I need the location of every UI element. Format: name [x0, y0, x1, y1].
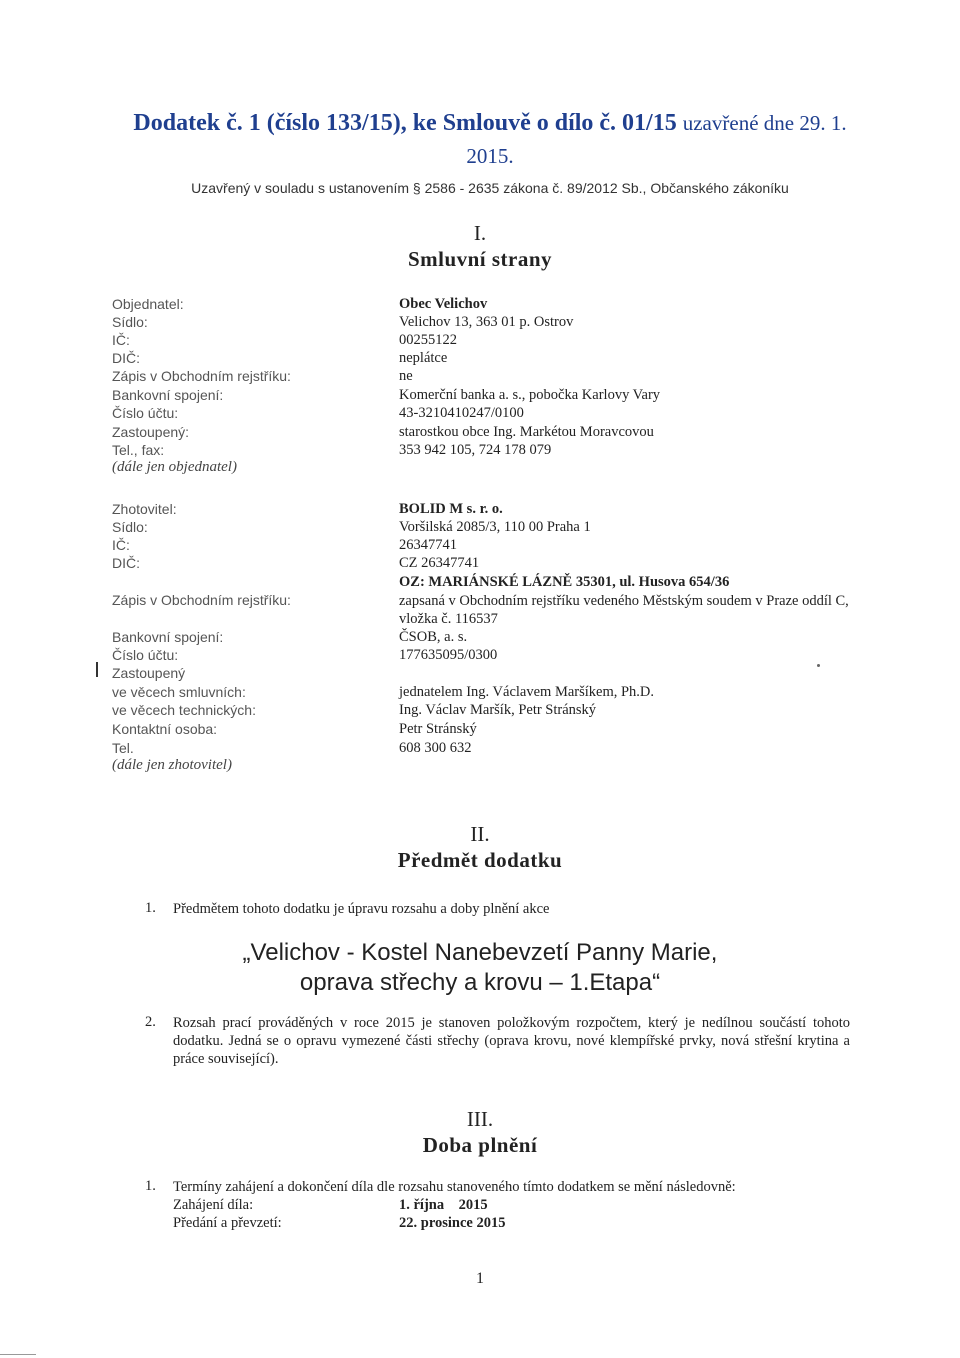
label-zhotovitel: Zhotovitel: [112, 501, 177, 517]
label-banka: Bankovní spojení: [112, 387, 224, 403]
label-z-banka: Bankovní spojení: [112, 629, 224, 645]
zhotovitel-banka: ČSOB, a. s. [399, 629, 468, 645]
label-z-ucet: Číslo účtu: [112, 647, 179, 663]
label-z-tel: Tel. [112, 740, 134, 756]
label-dic: DIČ: [112, 350, 140, 366]
label-z-zapis: Zápis v Obchodním rejstříku: [112, 592, 291, 608]
label-z-kontakt: Kontaktní osoba: [112, 721, 218, 737]
footer-line [0, 1354, 36, 1355]
section-2-item-2: Rozsah prací prováděných v roce 2015 je stanoven položkovým rozpočtem, který je nedílnou součástí tohoto dodatku. Jedná se o opravu vymezené části střechy (oprava krovu, nové klempířské prvky, nová střešní krytina a práce související). [173, 1015, 850, 1067]
label-z-sidlo: Sídlo: [112, 519, 148, 535]
label-ic: IČ: [112, 332, 130, 348]
objednatel-dic: neplátce [399, 350, 448, 366]
zhotovitel-name: BOLID M s. r. o. [399, 501, 503, 517]
zhotovitel-technicke: Ing. Václav Maršík, Petr Stránský [399, 702, 597, 718]
objednatel-zastoupeny: starostkou obce Ing. Markétou Moravcovou [399, 424, 654, 440]
zhotovitel-kontakt: Petr Stránský [399, 721, 477, 737]
label-zastoupeny: Zastoupený: [112, 424, 190, 440]
start-value: 1. října 2015 [399, 1197, 488, 1213]
handover-value: 22. prosince 2015 [399, 1215, 506, 1231]
zhotovitel-zapis: zapsaná v Obchodním rejstříku vedeného Městským soudem v Praze oddíl C, vložka č. 116537 [399, 593, 849, 627]
project-name-line-1: „Velichov - Kostel Nanebevzetí Panny Marie, [242, 939, 718, 966]
objednatel-ic: 00255122 [399, 332, 457, 348]
label-z-zastoupeny: Zastoupený [112, 665, 186, 681]
title-date: uzavřené dne 29. 1. [682, 111, 847, 135]
label-ucet: Číslo účtu: [112, 405, 179, 421]
margin-mark [96, 662, 98, 677]
label-z-smluvni: ve věcech smluvních: [112, 684, 246, 700]
zhotovitel-smluvni: jednatelem Ing. Václavem Maršíkem, Ph.D. [399, 684, 655, 700]
label-tel: Tel., fax: [112, 442, 165, 458]
zhotovitel-sidlo: Voršilská 2085/3, 110 00 Praha 1 [399, 519, 591, 535]
section-2-item-1: Předmětem tohoto dodatku je úpravu rozsahu a doby plnění akce [173, 901, 550, 917]
document-subtitle: Uzavřený v souladu s ustanovením § 2586 - 2635 zákona č. 89/2012 Sb., Občanského zákoníku [191, 180, 789, 196]
objednatel-sidlo: Velichov 13, 363 01 p. Ostrov [399, 314, 574, 330]
section-3-item-1: Termíny zahájení a dokončení díla dle rozsahu stanoveného tímto dodatkem se mění následovně: [173, 1179, 736, 1195]
objednatel-name: Obec Velichov [399, 296, 488, 312]
title-year: 2015. [466, 144, 514, 168]
page-number: 1 [476, 1270, 484, 1287]
section-2-item-1-number: 1. [145, 900, 156, 916]
section-1-number: I. [473, 221, 487, 245]
label-zapis: Zápis v Obchodním rejstříku: [112, 368, 291, 384]
zhotovitel-oz: OZ: MARIÁNSKÉ LÁZNĚ 35301, ul. Husova 654/36 [399, 574, 730, 590]
handover-label: Předání a převzetí: [173, 1215, 282, 1231]
objednatel-zapis: ne [399, 368, 413, 384]
document-title [110, 107, 870, 173]
start-label: Zahájení díla: [173, 1197, 254, 1213]
objednatel-banka: Komerční banka a. s., pobočka Karlovy Vary [399, 387, 661, 403]
objednatel-tel: 353 942 105, 724 178 079 [399, 442, 552, 458]
zhotovitel-ucet: 177635095/0300 [399, 647, 498, 663]
label-z-technicke: ve věcech technických: [112, 702, 256, 718]
zhotovitel-dic: CZ 26347741 [399, 555, 480, 571]
section-2-title: Předmět dodatku [397, 848, 563, 872]
title-bold: Dodatek č. 1 (číslo 133/15), ke Smlouvě o dílo č. 01/15 [133, 110, 677, 136]
label-z-ic: IČ: [112, 537, 130, 553]
objednatel-ucet: 43-3210410247/0100 [399, 405, 524, 421]
stray-dot [817, 664, 820, 667]
label-objednatel: Objednatel: [112, 296, 184, 312]
label-z-dic: DIČ: [112, 555, 140, 571]
label-dale-objednatel: (dále jen objednatel) [112, 459, 237, 475]
section-2-number: II. [470, 822, 490, 846]
section-1-title: Smluvní strany [407, 247, 553, 271]
project-name-line-2: oprava střechy a krovu – 1.Etapa“ [299, 969, 661, 996]
section-3-item-1-number: 1. [145, 1178, 156, 1194]
section-2-item-2-number: 2. [145, 1014, 156, 1030]
label-dale-zhotovitel: (dále jen zhotovitel) [112, 757, 232, 773]
label-sidlo: Sídlo: [112, 314, 148, 330]
section-3-number: III. [466, 1107, 494, 1131]
section-3-title: Doba plnění [422, 1133, 538, 1157]
zhotovitel-ic: 26347741 [399, 537, 457, 553]
zhotovitel-tel: 608 300 632 [399, 740, 472, 756]
